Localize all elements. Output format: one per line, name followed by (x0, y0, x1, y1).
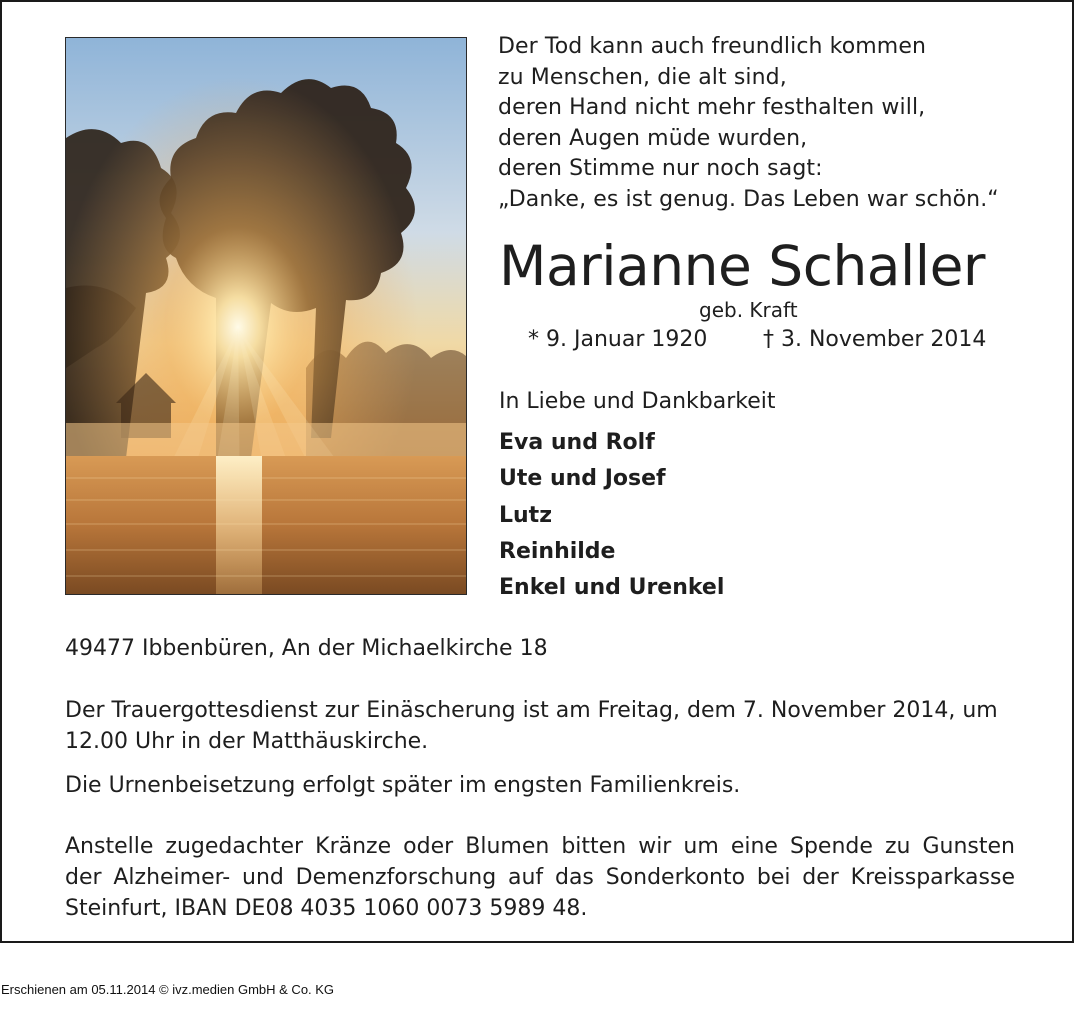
mourners-list (499, 425, 724, 606)
mourner-name: Reinhilde (499, 538, 616, 564)
poem (498, 32, 999, 216)
donation-notice (65, 831, 1015, 924)
birth-date: * 9. Januar 1920 (528, 327, 708, 352)
memorial-photo (65, 37, 467, 595)
maiden-name: geb. Kraft (699, 298, 798, 322)
mourner-name: Enkel und Urenkel (499, 575, 725, 601)
poem-line: „Danke, es ist genug. Das Leben war schön.“ (498, 186, 999, 212)
mourner-name: Ute und Josef (499, 466, 666, 492)
donation-line: Anstelle zugedachter Kränze oder Blumen bitten wir um eine Spende zu Gunsten (65, 834, 1015, 859)
poem-line: Der Tod kann auch freundlich kommen (498, 34, 927, 59)
donation-line: der Alzheimer- und Demenzforschung auf das Sonderkonto bei der Kreissparkasse (65, 865, 1015, 890)
service-notice (65, 695, 1015, 757)
death-date: † 3. November 2014 (763, 327, 987, 352)
poem-line: deren Augen müde wurden, (498, 125, 808, 151)
burial-notice: Die Urnenbeisetzung erfolgt später im engsten Familienkreis. (65, 773, 741, 798)
poem-line: zu Menschen, die alt sind, (498, 64, 787, 90)
deceased-name: Marianne Schaller (499, 234, 986, 298)
service-line: Der Trauergottesdienst zur Einäscherung ist am Freitag, dem 7. November 2014, um (65, 698, 998, 723)
donation-line: Steinfurt, IBAN DE08 4035 1060 0073 5989 48. (65, 896, 588, 921)
publication-credit: Erschienen am 05.11.2014 © ivz.medien GmbH & Co. KG (1, 982, 335, 997)
mourner-name: Eva und Rolf (499, 430, 655, 455)
family-address: 49477 Ibbenbüren, An der Michaelkirche 18 (65, 636, 548, 661)
sunrise-trees-lake-photo-icon (66, 38, 466, 594)
poem-line: deren Stimme nur noch sagt: (498, 156, 823, 182)
mourners-intro: In Liebe und Dankbarkeit (499, 389, 776, 414)
poem-line: deren Hand nicht mehr festhalten will, (498, 95, 926, 121)
mourner-name: Lutz (499, 502, 553, 528)
service-line: 12.00 Uhr in der Matthäuskirche. (65, 729, 429, 754)
